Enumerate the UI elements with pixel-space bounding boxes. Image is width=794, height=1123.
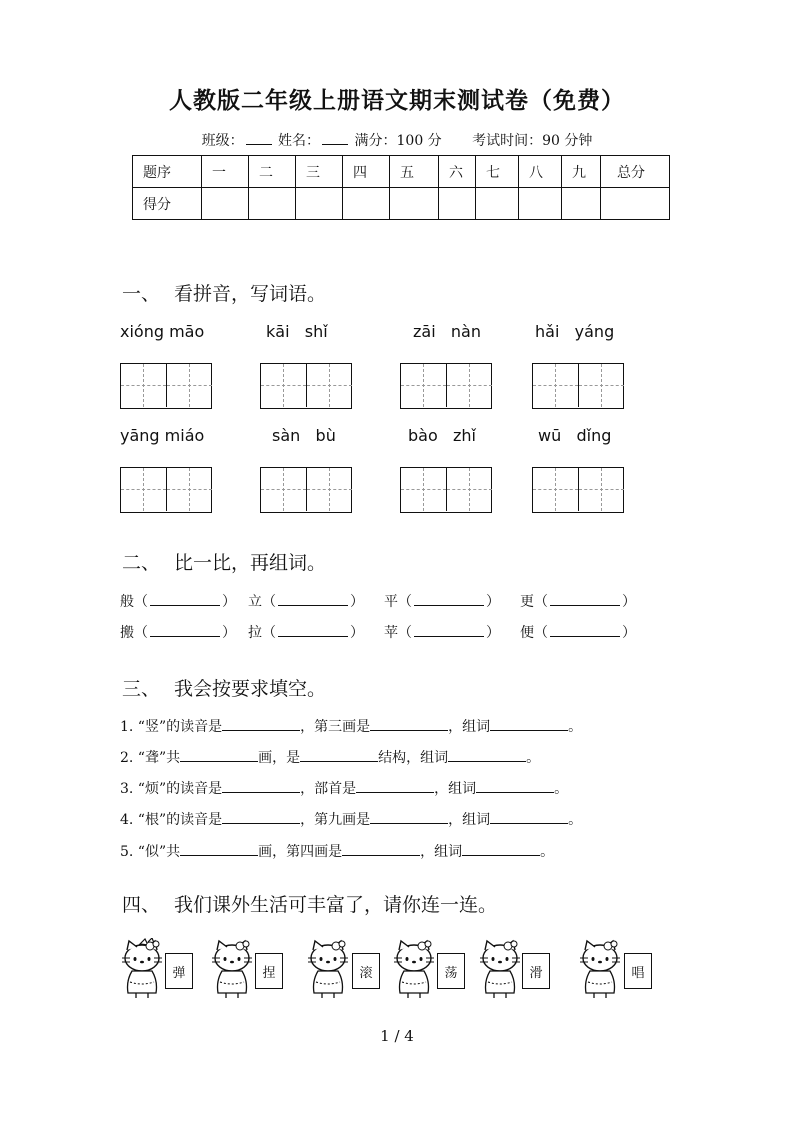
score-header-cell: 四 xyxy=(343,156,390,188)
writing-grid[interactable] xyxy=(400,363,492,409)
answer-blank[interactable] xyxy=(550,626,620,637)
fill-question-4: 4. “根”的读音是 ，第九画是 ，组词 。 xyxy=(120,812,583,828)
class-blank[interactable] xyxy=(246,132,272,145)
answer-blank[interactable] xyxy=(370,811,448,824)
section-2-heading xyxy=(122,548,326,575)
pinyin: xióng māo xyxy=(120,322,205,341)
answer-blank[interactable] xyxy=(278,626,348,637)
section-title: 我会按要求填空。 xyxy=(174,678,327,700)
section-3-heading xyxy=(122,674,326,701)
pinyin: sàn bù xyxy=(272,426,336,445)
score-header-cell: 八 xyxy=(519,156,562,188)
pinyin: wū dǐng xyxy=(538,426,612,445)
score-row-label: 得分 xyxy=(133,188,202,220)
writing-grid[interactable] xyxy=(260,363,352,409)
compare-char: 更 xyxy=(520,594,534,610)
compare-char: 便 xyxy=(520,625,534,641)
score-header-cell: 题序 xyxy=(133,156,202,188)
section-number: 二、 xyxy=(122,552,161,574)
exam-time: 考试时间：90 分钟 xyxy=(472,133,593,149)
score-cell[interactable] xyxy=(296,188,343,220)
page-number: 1 / 4 xyxy=(380,1027,414,1045)
compare-char: 般 xyxy=(120,594,134,610)
hello-kitty-icon xyxy=(210,938,254,1000)
compare-item: 平（ ） xyxy=(384,594,500,610)
score-header-cell: 九 xyxy=(562,156,601,188)
full-score: 满分：100 分 xyxy=(354,133,442,149)
section-number: 四、 xyxy=(122,894,161,916)
score-cell[interactable] xyxy=(202,188,249,220)
compare-char: 苹 xyxy=(384,625,398,641)
answer-blank[interactable] xyxy=(278,595,348,606)
section-number: 三、 xyxy=(122,678,161,700)
pinyin: bào zhǐ xyxy=(408,426,476,445)
page-title: 人教版二年级上册语文期末测试卷（免费） xyxy=(169,87,625,114)
score-cell[interactable] xyxy=(439,188,476,220)
hello-kitty-icon xyxy=(306,938,350,1000)
section-title: 我们课外生活可丰富了，请你连一连。 xyxy=(174,894,498,916)
compare-char: 立 xyxy=(248,594,262,610)
connect-word[interactable]: 捏 xyxy=(255,953,283,989)
pinyin: hǎi yáng xyxy=(535,322,615,341)
compare-item: 般（ ） xyxy=(120,594,236,610)
score-cell[interactable] xyxy=(601,188,670,220)
writing-grid[interactable] xyxy=(120,363,212,409)
answer-blank[interactable] xyxy=(370,718,448,731)
answer-blank[interactable] xyxy=(550,595,620,606)
hello-kitty-icon xyxy=(478,938,522,1000)
connect-word[interactable]: 滚 xyxy=(352,953,380,989)
writing-grid[interactable] xyxy=(532,467,624,513)
connect-word[interactable]: 唱 xyxy=(624,953,652,989)
section-title: 比一比，再组词。 xyxy=(174,552,327,574)
answer-blank[interactable] xyxy=(462,843,540,856)
score-header-cell: 二 xyxy=(249,156,296,188)
connect-word[interactable]: 滑 xyxy=(522,953,550,989)
compare-item: 搬（ ） xyxy=(120,625,236,641)
pinyin: yāng miáo xyxy=(120,426,205,445)
answer-blank[interactable] xyxy=(414,595,484,606)
answer-blank[interactable] xyxy=(150,595,220,606)
hello-kitty-icon xyxy=(392,938,436,1000)
section-title: 看拼音，写词语。 xyxy=(174,283,327,305)
fill-question-3: 3. “烦”的读音是 ，部首是 ，组词 。 xyxy=(120,781,569,797)
compare-char: 平 xyxy=(384,594,398,610)
answer-blank[interactable] xyxy=(222,811,300,824)
compare-item: 苹（ ） xyxy=(384,625,500,641)
answer-blank[interactable] xyxy=(222,780,300,793)
score-cell[interactable] xyxy=(390,188,439,220)
score-header-cell: 总分 xyxy=(601,156,670,188)
answer-blank[interactable] xyxy=(342,843,420,856)
hello-kitty-icon xyxy=(578,938,622,1000)
compare-item: 拉（ ） xyxy=(248,625,364,641)
class-label: 班级： xyxy=(201,133,244,149)
fill-question-5: 5. “似”共 画，第四画是 ，组词 。 xyxy=(120,844,555,860)
name-blank[interactable] xyxy=(322,132,348,145)
compare-char: 拉 xyxy=(248,625,262,641)
score-cell[interactable] xyxy=(343,188,390,220)
answer-blank[interactable] xyxy=(476,780,554,793)
answer-blank[interactable] xyxy=(356,780,434,793)
score-header-cell: 三 xyxy=(296,156,343,188)
score-cell[interactable] xyxy=(519,188,562,220)
section-4-heading xyxy=(122,890,497,917)
score-table xyxy=(132,155,670,220)
answer-blank[interactable] xyxy=(222,718,300,731)
score-cell[interactable] xyxy=(562,188,601,220)
writing-grid[interactable] xyxy=(120,467,212,513)
answer-blank[interactable] xyxy=(490,811,568,824)
score-cell[interactable] xyxy=(476,188,519,220)
pinyin: zāi nàn xyxy=(413,322,481,341)
compare-item: 便（ ） xyxy=(520,625,636,641)
fill-question-2: 2. “聋”共 画，是 结构，组词 。 xyxy=(120,750,541,766)
connect-word[interactable]: 荡 xyxy=(437,953,465,989)
writing-grid[interactable] xyxy=(260,467,352,513)
connect-word[interactable]: 弹 xyxy=(165,953,193,989)
pinyin: kāi shǐ xyxy=(266,322,328,341)
score-value-row xyxy=(133,188,670,220)
score-header-cell: 五 xyxy=(390,156,439,188)
exam-info xyxy=(0,130,794,150)
compare-item: 立（ ） xyxy=(248,594,364,610)
answer-blank[interactable] xyxy=(448,749,526,762)
writing-grid[interactable] xyxy=(400,467,492,513)
answer-blank[interactable] xyxy=(414,626,484,637)
answer-blank[interactable] xyxy=(300,749,378,762)
compare-item: 更（ ） xyxy=(520,594,636,610)
score-header-cell: 一 xyxy=(202,156,249,188)
answer-blank[interactable] xyxy=(180,749,258,762)
answer-blank[interactable] xyxy=(150,626,220,637)
score-header-row xyxy=(133,156,670,188)
score-header-cell: 六 xyxy=(439,156,476,188)
score-cell[interactable] xyxy=(249,188,296,220)
answer-blank[interactable] xyxy=(180,843,258,856)
answer-blank[interactable] xyxy=(490,718,568,731)
compare-char: 搬 xyxy=(120,625,134,641)
fill-question-1: 1. “竖”的读音是 ，第三画是 ，组词 。 xyxy=(120,719,583,735)
section-number: 一、 xyxy=(122,283,161,305)
hello-kitty-icon xyxy=(120,938,164,1000)
score-header-cell: 七 xyxy=(476,156,519,188)
section-1-heading xyxy=(122,279,326,306)
writing-grid[interactable] xyxy=(532,363,624,409)
name-label: 姓名： xyxy=(278,133,321,149)
